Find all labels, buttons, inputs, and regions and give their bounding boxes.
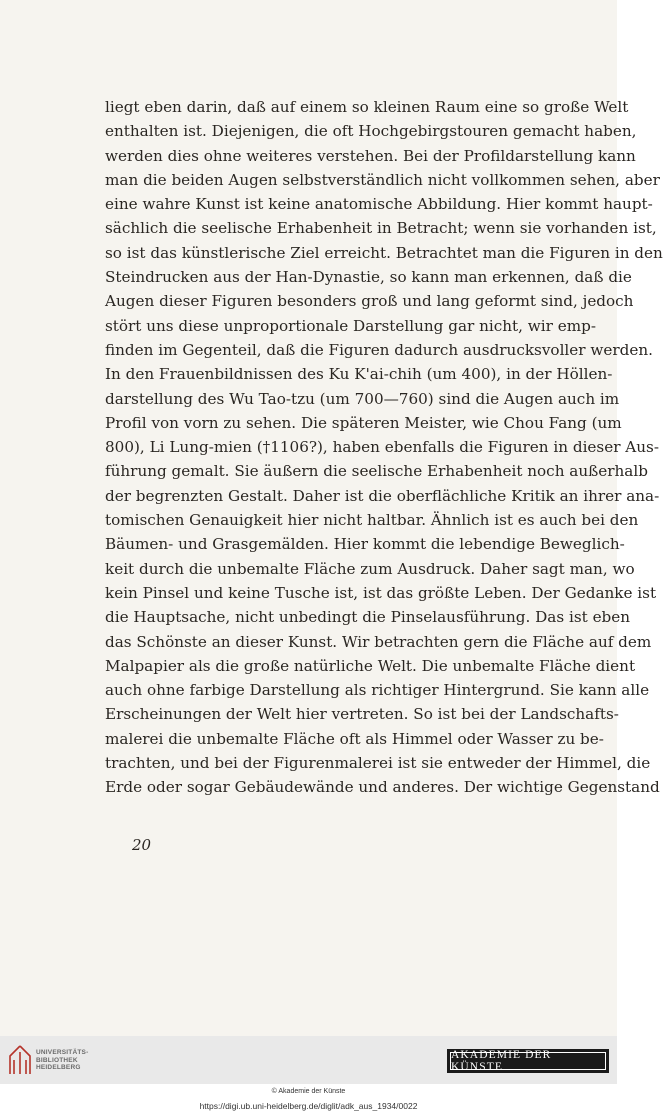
text-line: stört uns diese unproportionale Darstellung gar nicht, wir emp- <box>105 316 596 335</box>
text-line: Steindrucken aus der Han-Dynastie, so kann man erkennen, daß die <box>105 268 632 287</box>
university-library-logo-icon[interactable] <box>8 1044 32 1076</box>
text-line: tomischen Genauigkeit hier nicht haltbar. Ähnlich ist es auch bei den <box>105 511 639 530</box>
footer-credits <box>0 1084 617 1114</box>
text-line: Erde oder sogar Gebäudewände und anderes. Der wichtige Gegenstand <box>105 778 660 797</box>
text-line: werden dies ohne weiteres verstehen. Bei der Profildarstellung kann <box>105 146 636 165</box>
text-line: keit durch die unbemalte Fläche zum Ausdruck. Daher sagt man, wo <box>105 559 635 578</box>
text-line: so ist das künstlerische Ziel erreicht. Betrachtet man die Figuren in den <box>105 243 663 262</box>
banner-label: AKADEMIE DER KÜNSTE <box>450 1052 606 1070</box>
akademie-der-kuenste-banner[interactable] <box>447 1049 609 1073</box>
library-name-line-2: BIBLIOTHEK <box>36 1056 78 1064</box>
text-line: der begrenzten Gestalt. Daher ist die oberflächliche Kritik an ihrer ana- <box>105 486 660 505</box>
text-line: Augen dieser Figuren besonders groß und lang geformt sind, jedoch <box>105 292 634 311</box>
page-number: 20 <box>132 836 152 854</box>
text-line: finden im Gegenteil, daß die Figuren dadurch ausdrucksvoller werden. <box>105 340 653 359</box>
text-line: sächlich die seelische Erhabenheit in Betracht; wenn sie vorhanden ist, <box>105 219 657 238</box>
text-line: das Schönste an dieser Kunst. Wir betrachten gern die Fläche auf dem <box>105 632 652 651</box>
text-line: führung gemalt. Sie äußern die seelische Erhabenheit noch außerhalb <box>105 462 648 481</box>
text-line: 800), Li Lung-mien (†1106?), haben ebenfalls die Figuren in dieser Aus- <box>105 438 659 457</box>
library-name-line-3: HEIDELBERG <box>36 1064 81 1071</box>
body-text <box>105 95 663 800</box>
university-library-name[interactable] <box>36 1049 88 1072</box>
library-name-line-1: UNIVERSITÄTS- <box>36 1049 89 1056</box>
text-line: liegt eben darin, daß auf einem so kleinen Raum eine so große Welt <box>105 98 629 116</box>
viewer-footer <box>0 1036 617 1084</box>
text-line: trachten, und bei der Figurenmalerei ist sie entweder der Himmel, die <box>105 754 651 773</box>
text-line: auch ohne farbige Darstellung als richtiger Hintergrund. Sie kann alle <box>105 681 650 700</box>
text-line: Malpapier als die große natürliche Welt. Die unbemalte Fläche dient <box>105 656 636 675</box>
text-line: darstellung des Wu Tao-tzu (um 700—760) sind die Augen auch im <box>105 389 620 408</box>
text-line: eine wahre Kunst ist keine anatomische Abbildung. Hier kommt haupt- <box>105 195 653 214</box>
text-line: man die beiden Augen selbstverständlich nicht vollkommen sehen, aber <box>105 170 660 189</box>
text-line: enthalten ist. Diejenigen, die oft Hochgebirgstouren gemacht haben, <box>105 122 637 141</box>
permalink-url[interactable]: https://digi.ub.uni-heidelberg.de/diglit/adk_aus_1934/0022 <box>199 1101 418 1111</box>
text-line: kein Pinsel und keine Tusche ist, ist das größte Leben. Der Gedanke ist <box>105 583 657 602</box>
text-line: Bäumen- und Grasgemälden. Hier kommt die lebendige Beweglich- <box>105 535 625 554</box>
text-line: die Hauptsache, nicht unbedingt die Pinselausführung. Das ist eben <box>105 608 631 627</box>
text-line: malerei die unbemalte Fläche oft als Himmel oder Wasser zu be- <box>105 729 604 748</box>
text-line: Erscheinungen der Welt hier vertreten. So ist bei der Landschafts- <box>105 705 619 724</box>
text-line: Profil von vorn zu sehen. Die späteren Meister, wie Chou Fang (um <box>105 413 622 432</box>
copyright-notice: © Akademie der Künste <box>271 1088 346 1095</box>
text-line: In den Frauenbildnissen des Ku K'ai-chih (um 400), in der Höllen- <box>105 365 613 384</box>
